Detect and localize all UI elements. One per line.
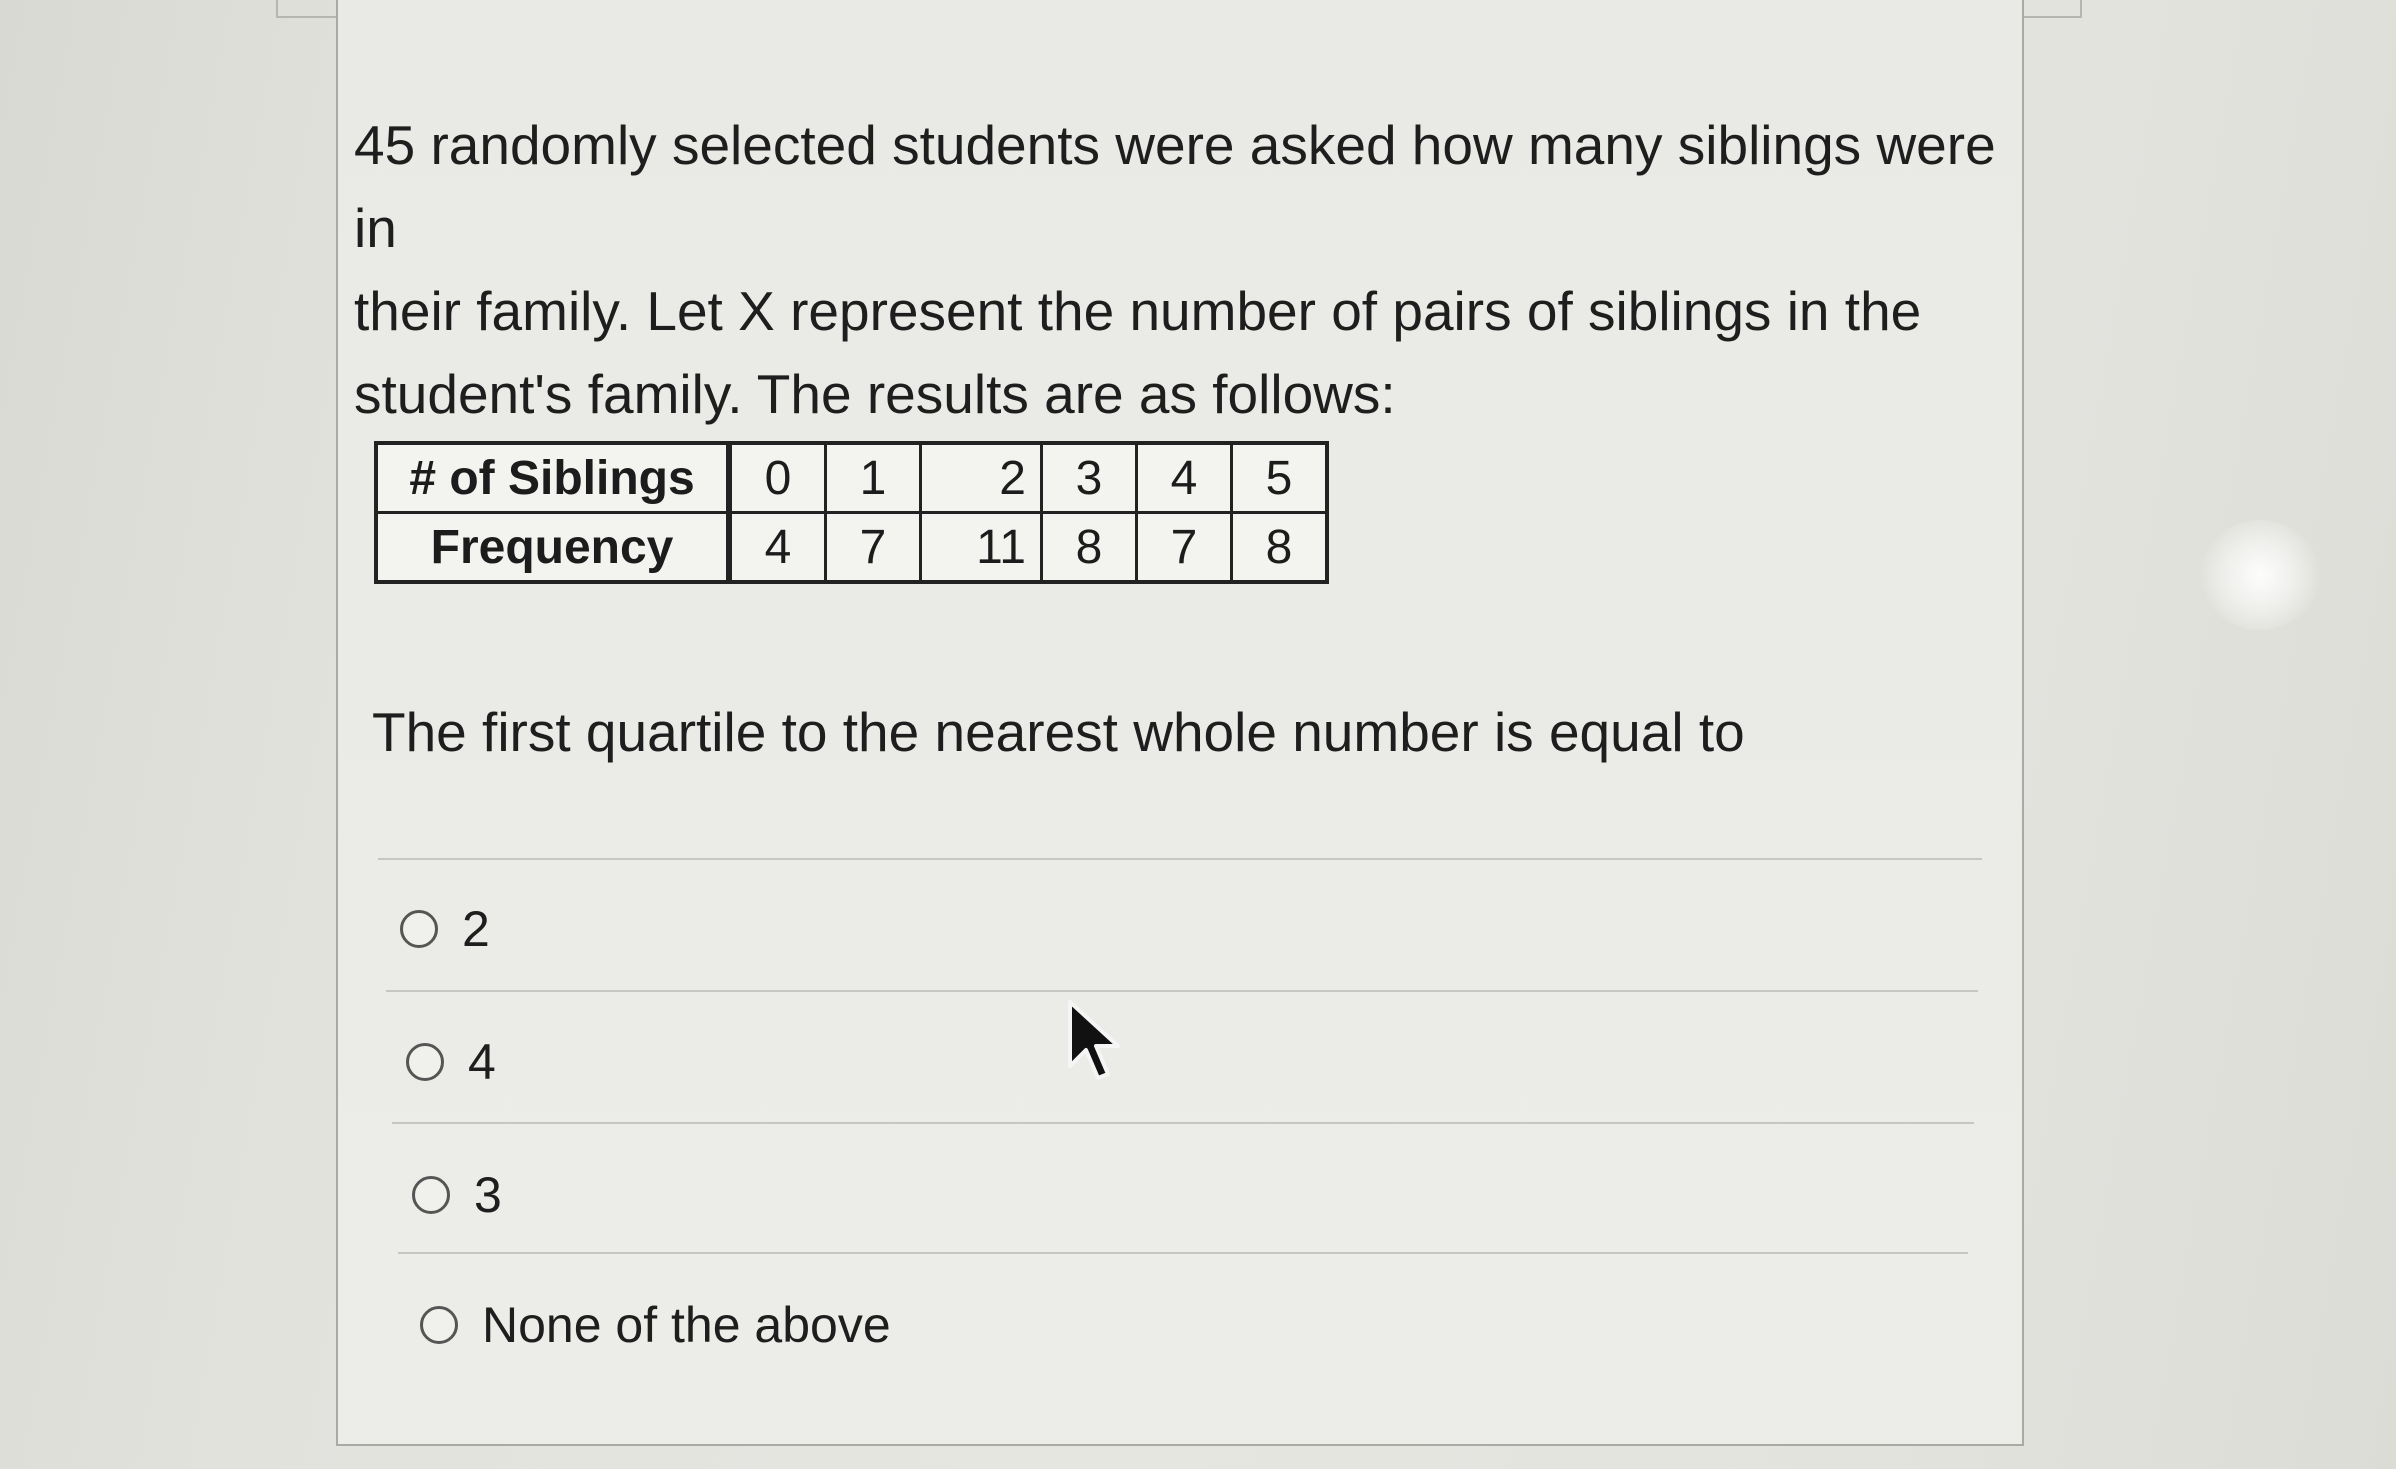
table-cell: 11 (921, 513, 1042, 583)
table-cell: 7 (826, 513, 921, 583)
frequency-table (374, 441, 1329, 584)
divider (386, 990, 1978, 992)
question-text: The first quartile to the nearest whole number is equal to (372, 701, 1745, 763)
table-cell: 8 (1232, 513, 1328, 583)
radio-unchecked-icon[interactable] (412, 1176, 450, 1214)
option-label: None of the above (482, 1297, 891, 1353)
table-cell: 7 (1137, 513, 1232, 583)
radio-unchecked-icon[interactable] (400, 910, 438, 948)
divider (398, 1252, 1968, 1254)
question-prompt (354, 104, 2044, 436)
option-none-of-the-above[interactable] (420, 1296, 891, 1354)
row-header-frequency: Frequency (376, 513, 729, 583)
table-cell: 0 (729, 443, 826, 513)
radio-unchecked-icon[interactable] (420, 1306, 458, 1344)
radio-unchecked-icon[interactable] (406, 1043, 444, 1081)
table-row-frequency (376, 513, 1327, 583)
screen-glare (2200, 520, 2320, 630)
table-cell: 8 (1042, 513, 1137, 583)
option-2[interactable] (400, 900, 490, 958)
option-label: 4 (468, 1034, 496, 1090)
option-label: 3 (474, 1167, 502, 1223)
divider (392, 1122, 1974, 1124)
option-label: 2 (462, 901, 490, 957)
prompt-line-3: student's family. The results are as follows: (354, 363, 1396, 425)
prompt-line-2: their family. Let X represent the number of pairs of siblings in the (354, 280, 1922, 342)
table-cell: 5 (1232, 443, 1328, 513)
prompt-line-1: 45 randomly selected students were asked how many siblings were in (354, 114, 1996, 259)
table-cell: 1 (826, 443, 921, 513)
option-3[interactable] (412, 1166, 502, 1224)
row-header-siblings: # of Siblings (376, 443, 729, 513)
mouse-pointer-icon (1066, 998, 1126, 1084)
divider (378, 858, 1982, 860)
table-cell: 4 (729, 513, 826, 583)
option-4[interactable] (406, 1033, 496, 1091)
table-cell: 4 (1137, 443, 1232, 513)
table-cell: 2 (921, 443, 1042, 513)
table-row-siblings (376, 443, 1327, 513)
table-cell: 3 (1042, 443, 1137, 513)
